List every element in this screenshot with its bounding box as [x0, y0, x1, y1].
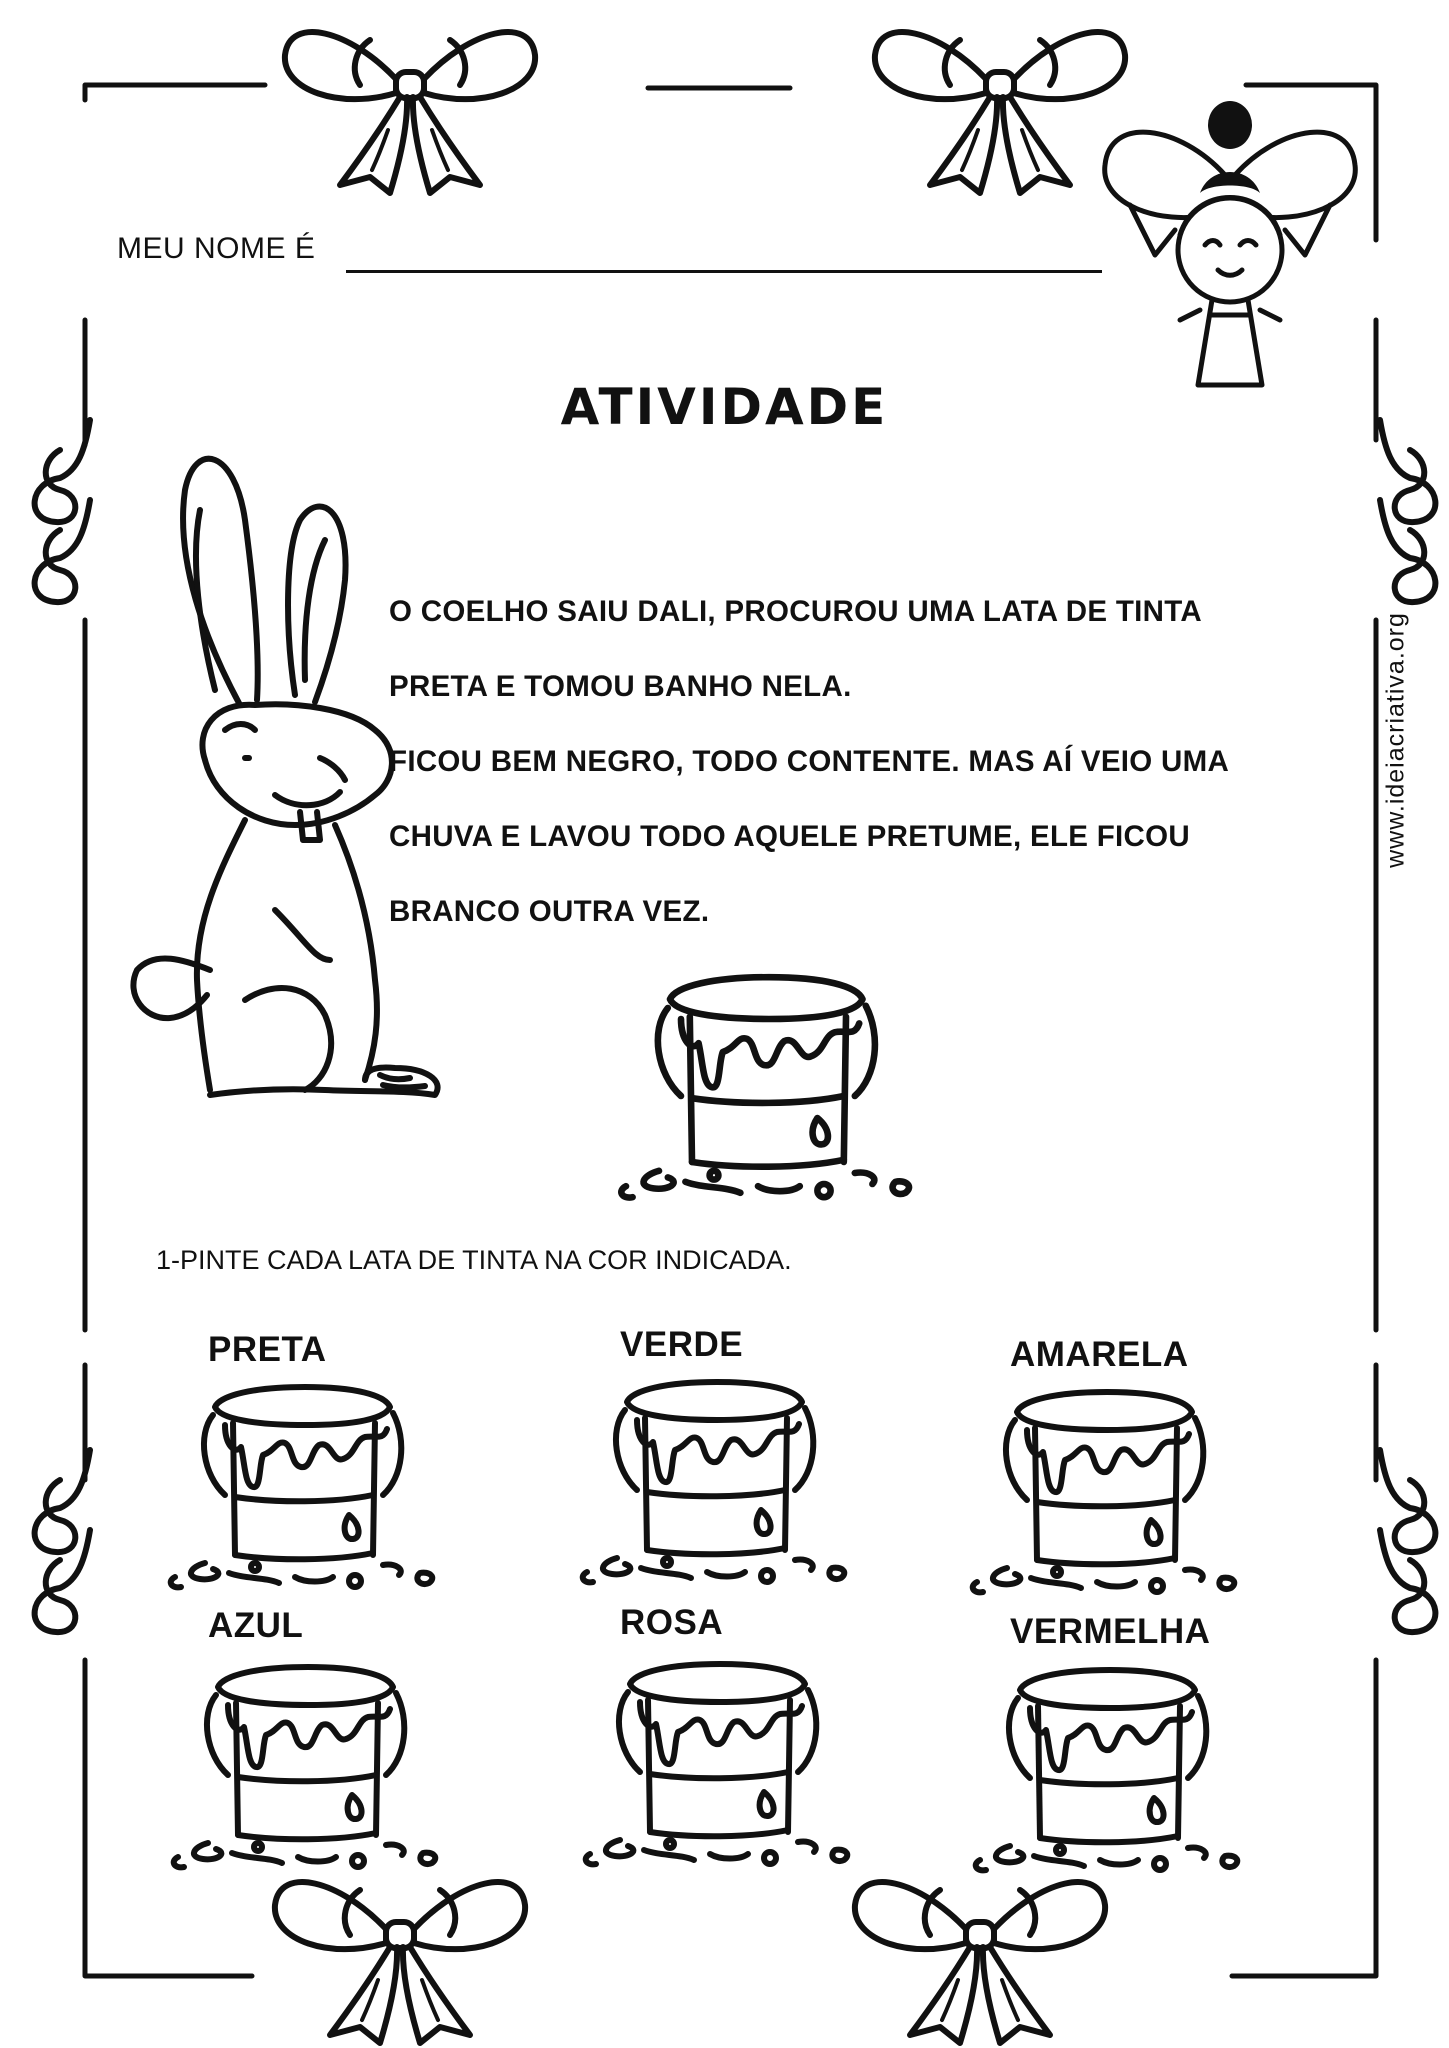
story-line: CHUVA E LAVOU TODO AQUELE PRETUME, ELE FICOU: [389, 820, 1190, 853]
bow-icon: [400, 1935, 401, 1936]
paint-can-icon[interactable]: [630, 1662, 860, 1872]
paint-can-icon[interactable]: [627, 1380, 857, 1590]
bow-icon: [410, 85, 411, 86]
color-label-amarela: AMARELA: [1010, 1335, 1189, 1374]
paint-can-icon[interactable]: [1020, 1668, 1250, 1878]
name-label: MEU NOME É: [117, 232, 316, 265]
paint-can-icon[interactable]: [218, 1665, 448, 1875]
bow-icon: [1000, 85, 1001, 86]
color-label-preta: PRETA: [208, 1330, 327, 1369]
bow-icon: [980, 1935, 981, 1936]
name-input-line[interactable]: [346, 270, 1102, 273]
paint-can-icon[interactable]: [1017, 1390, 1247, 1600]
loop-ornament-icon: [60, 1500, 120, 1660]
color-label-rosa: ROSA: [620, 1603, 724, 1642]
fairy-illustration: [1100, 105, 1360, 355]
watermark-url: www.ideiacriativa.org: [1381, 612, 1410, 868]
instruction-text: 1-PINTE CADA LATA DE TINTA NA COR INDICADA.: [156, 1245, 792, 1275]
loop-ornament-icon: [1350, 1500, 1410, 1660]
story-line: O COELHO SAIU DALI, PROCUROU UMA LATA DE TINTA: [389, 595, 1202, 628]
story-line: BRANCO OUTRA VEZ.: [389, 895, 710, 928]
story-line: FICOU BEM NEGRO, TODO CONTENTE. MAS AÍ VEIO UMA: [389, 745, 1230, 778]
story-line: PRETA E TOMOU BANHO NELA.: [389, 670, 852, 703]
page-title: ATIVIDADE: [560, 378, 889, 436]
color-label-verde: VERDE: [620, 1325, 744, 1364]
color-label-vermelha: VERMELHA: [1010, 1612, 1211, 1651]
color-label-azul: AZUL: [208, 1606, 304, 1645]
paint-can-icon[interactable]: [215, 1385, 445, 1595]
paint-can-icon: [670, 975, 930, 1205]
loop-ornament-icon: [60, 470, 120, 630]
story-text: [389, 590, 1369, 965]
